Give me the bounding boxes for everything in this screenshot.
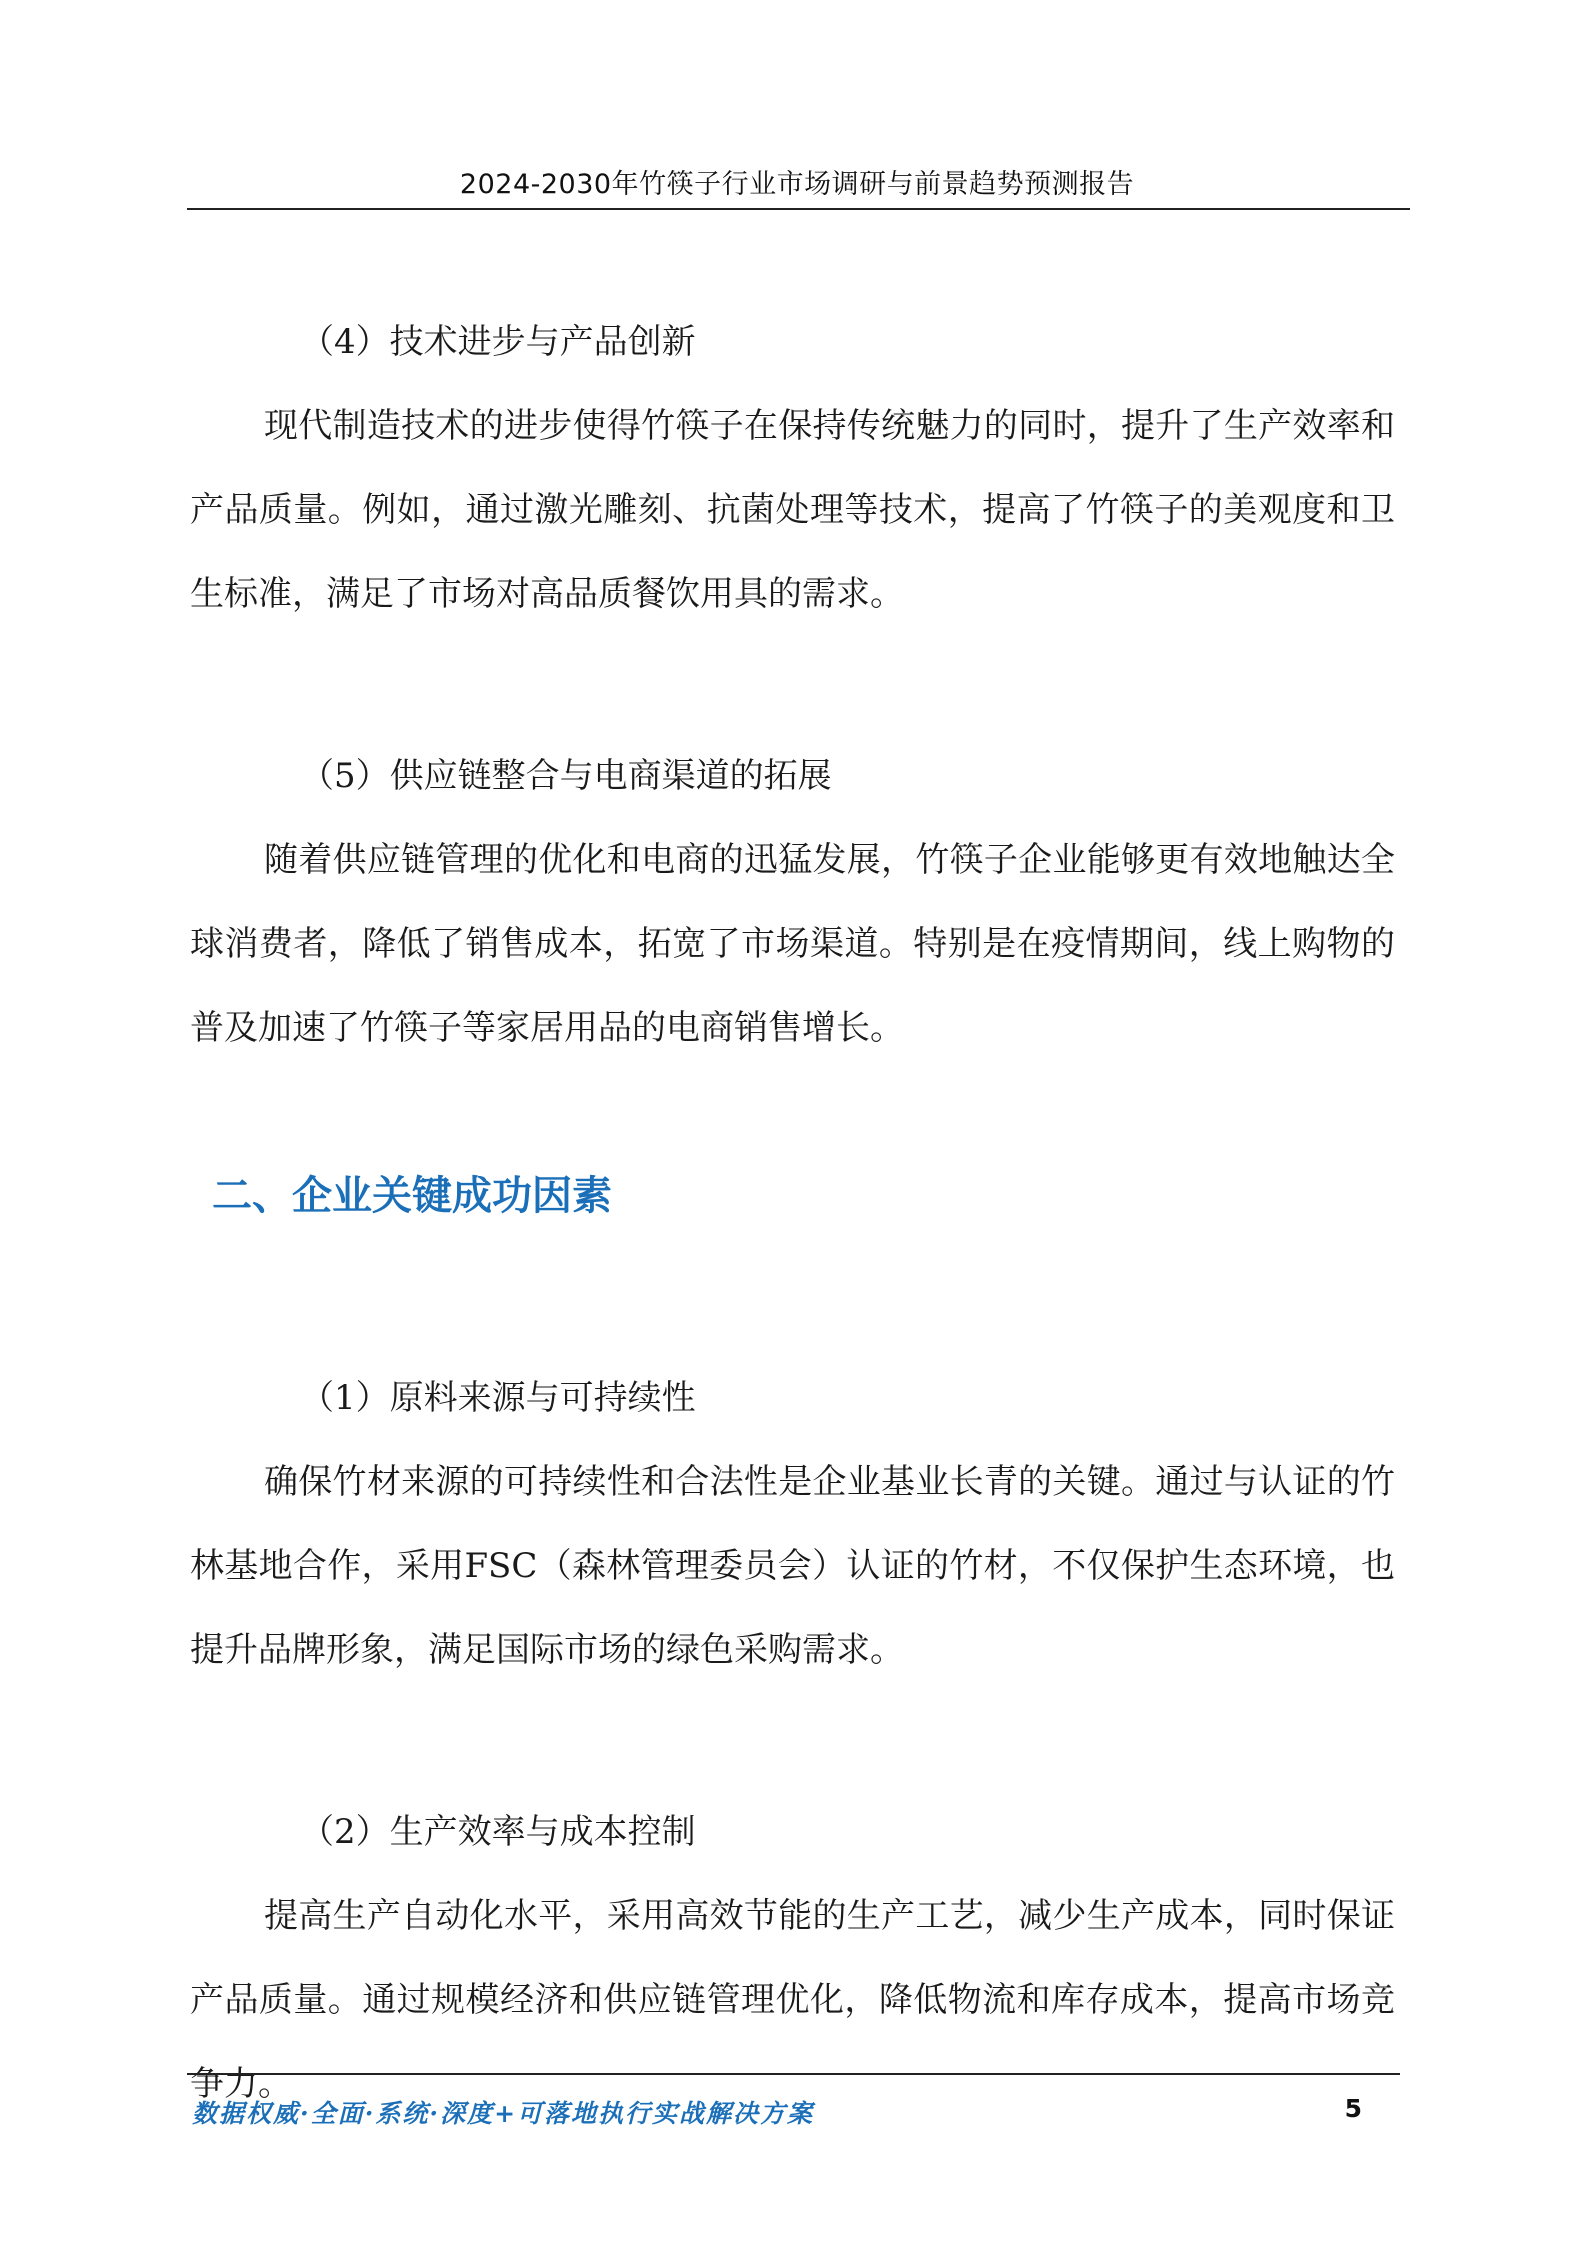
- footer-slogan: 数据权威·全面·系统·深度+可落地执行实战解决方案: [192, 2099, 815, 2128]
- paragraph-production-efficiency: 提高生产自动化水平，采用高效节能的生产工艺，减少生产成本，同时保证产品质量。通过规模经济和供应链管理优化，降低物流和库存成本，提高市场竞争力。: [190, 1896, 1395, 2104]
- footer-divider: [187, 2073, 1400, 2075]
- paragraph-supply-chain: 随着供应链管理的优化和电商的迅猛发展，竹筷子企业能够更有效地触达全球消费者，降低了销售成本，拓宽了市场渠道。特别是在疫情期间，线上购物的普及加速了竹筷子等家居用品的电商销售增长。: [190, 840, 1395, 1048]
- section-heading-success-factors: 二、企业关键成功因素: [212, 1173, 612, 1219]
- paragraph-raw-materials: 确保竹材来源的可持续性和合法性是企业基业长青的关键。通过与认证的竹林基地合作，采用FSC（森林管理委员会）认证的竹材，不仅保护生态环境，也提升品牌形象，满足国际市场的绿色采购需求。: [190, 1462, 1395, 1670]
- subsection-heading-technology: （4）技术进步与产品创新: [300, 322, 696, 362]
- page-content: [190, 300, 1395, 2126]
- header-divider: [187, 208, 1410, 210]
- paragraph-technology: 现代制造技术的进步使得竹筷子在保持传统魅力的同时，提升了生产效率和产品质量。例如，通过激光雕刻、抗菌处理等技术，提高了竹筷子的美观度和卫生标准，满足了市场对高品质餐饮用具的需求。: [190, 406, 1395, 614]
- subsection-heading-supply-chain: （5）供应链整合与电商渠道的拓展: [300, 756, 832, 796]
- report-title: 2024-2030年竹筷子行业市场调研与前景趋势预测报告: [459, 169, 1135, 200]
- subsection-heading-raw-materials: （1）原料来源与可持续性: [300, 1378, 696, 1418]
- page-number: 5: [1344, 2094, 1362, 2123]
- subsection-heading-production-efficiency: （2）生产效率与成本控制: [300, 1812, 696, 1852]
